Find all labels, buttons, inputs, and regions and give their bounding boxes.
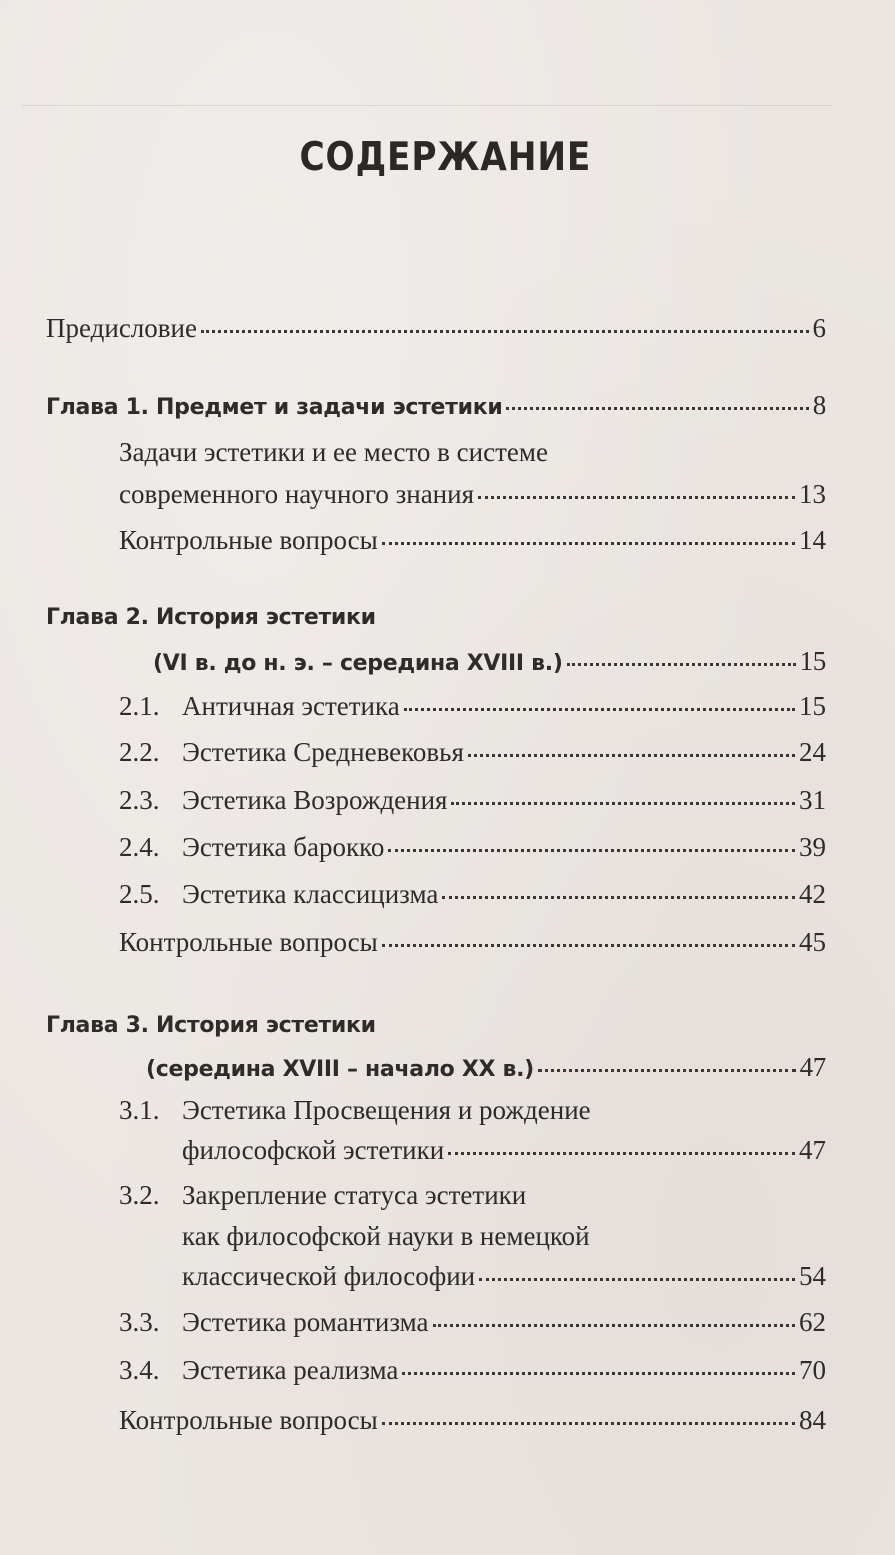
toc-entry-label: современного научного знания xyxy=(119,479,474,509)
dot-leader xyxy=(402,1371,795,1375)
toc-section-3-2[interactable] xyxy=(182,1259,826,1293)
toc-entry-line[interactable]: Задачи эстетики и ее место в системе xyxy=(119,437,548,467)
toc-section-2-2[interactable] xyxy=(119,735,826,769)
toc-entry-label: Эстетика Средневековья xyxy=(182,737,464,767)
toc-page-number: 45 xyxy=(799,927,826,957)
page-title: СОДЕРЖАНИЕ xyxy=(299,135,592,180)
toc-chapter-label: (VI в. до н. э. – середина XVIII в.) xyxy=(153,651,563,676)
toc-page-number: 84 xyxy=(799,1405,826,1435)
toc-entry-questions-ch2[interactable] xyxy=(119,925,826,959)
toc-entry-label: Эстетика Просвещения и рождение xyxy=(182,1095,591,1125)
toc-entry-label: философской эстетики xyxy=(182,1135,445,1165)
dot-leader xyxy=(201,329,809,333)
toc-chapter-3[interactable] xyxy=(146,1050,826,1087)
toc-page-number: 42 xyxy=(799,879,826,909)
section-number: 2.1. xyxy=(119,691,160,721)
dot-leader xyxy=(567,662,796,666)
dot-leader xyxy=(451,801,795,805)
toc-chapter-label: Глава 1. Предмет и задачи эстетики xyxy=(46,395,503,420)
section-number: 2.5. xyxy=(119,879,160,909)
section-number: 3.4. xyxy=(119,1355,160,1385)
toc-page-number: 14 xyxy=(799,525,826,555)
toc-section-3-1[interactable] xyxy=(182,1133,826,1167)
toc-chapter-2-heading[interactable]: Глава 2. История эстетики xyxy=(46,605,376,630)
toc-page-number: 62 xyxy=(799,1307,826,1337)
dot-leader xyxy=(448,1151,795,1155)
dot-leader xyxy=(382,541,795,545)
dot-leader xyxy=(468,753,795,757)
toc-chapter-1[interactable] xyxy=(46,388,826,425)
dot-leader xyxy=(404,707,795,711)
toc-page-number: 15 xyxy=(799,691,826,721)
toc-page-number: 8 xyxy=(812,390,826,420)
section-number: 2.2. xyxy=(119,737,160,767)
running-head-rule xyxy=(22,105,833,106)
toc-page-number: 47 xyxy=(799,1135,826,1165)
toc-page-number: 6 xyxy=(812,313,826,343)
toc-chapter-3-heading[interactable]: Глава 3. История эстетики xyxy=(46,1013,376,1038)
toc-page-number: 31 xyxy=(799,785,826,815)
dot-leader xyxy=(442,895,795,899)
toc-page-number: 54 xyxy=(799,1261,826,1291)
toc-section-3-3[interactable] xyxy=(119,1305,826,1339)
toc-entry-label: Предисловие xyxy=(46,313,197,343)
toc-entry-questions-ch3[interactable] xyxy=(119,1403,826,1437)
toc-section-2-4[interactable] xyxy=(119,830,826,864)
toc-entry-label: Контрольные вопросы xyxy=(119,927,378,957)
toc-entry-label: Эстетика романтизма xyxy=(182,1307,429,1337)
toc-entry-label: Контрольные вопросы xyxy=(119,1405,378,1435)
toc-section-2-1[interactable] xyxy=(119,689,826,723)
section-number: 3.3. xyxy=(119,1307,160,1337)
dot-leader xyxy=(478,495,795,499)
toc-page-number: 15 xyxy=(799,646,826,676)
toc-entry-tasks[interactable] xyxy=(119,477,826,511)
toc-entry-label: классической философии xyxy=(182,1261,476,1291)
toc-entry-label: Эстетика классицизма xyxy=(182,879,439,909)
toc-entry-label: Эстетика барокко xyxy=(182,832,385,862)
section-number: 2.3. xyxy=(119,785,160,815)
section-number: 3.1. xyxy=(119,1095,160,1125)
section-number: 3.2. xyxy=(119,1180,160,1210)
dot-leader xyxy=(479,1277,795,1281)
toc-entry-preface[interactable] xyxy=(46,311,826,345)
dot-leader xyxy=(433,1323,795,1327)
toc-section-2-5[interactable] xyxy=(119,877,826,911)
dot-leader xyxy=(506,406,808,410)
section-number: 2.4. xyxy=(119,832,160,862)
dot-leader xyxy=(382,1421,795,1425)
toc-section-3-2-line1[interactable] xyxy=(119,1178,826,1212)
toc-page-number: 39 xyxy=(799,832,826,862)
toc-section-3-1-line1[interactable] xyxy=(119,1093,826,1127)
toc-entry-label: Закрепление статуса эстетики xyxy=(182,1180,527,1210)
toc-page-number: 70 xyxy=(799,1355,826,1385)
toc-entry-line[interactable]: как философской науки в немецкой xyxy=(182,1221,590,1251)
toc-entry-questions-ch1[interactable] xyxy=(119,523,826,557)
toc-entry-label: Эстетика реализма xyxy=(182,1355,399,1385)
dot-leader xyxy=(538,1068,796,1072)
toc-section-3-4[interactable] xyxy=(119,1353,826,1387)
toc-page-number: 47 xyxy=(799,1052,826,1082)
toc-page-number: 13 xyxy=(799,479,826,509)
dot-leader xyxy=(382,943,795,947)
toc-section-2-3[interactable] xyxy=(119,783,826,817)
toc-entry-label: Контрольные вопросы xyxy=(119,525,378,555)
toc-page-number: 24 xyxy=(799,737,826,767)
toc-entry-label: Эстетика Возрождения xyxy=(182,785,448,815)
toc-chapter-label: (середина XVIII – начало XX в.) xyxy=(146,1057,534,1082)
toc-entry-label: Античная эстетика xyxy=(182,691,400,721)
dot-leader xyxy=(388,848,795,852)
toc-chapter-2[interactable] xyxy=(153,644,826,681)
